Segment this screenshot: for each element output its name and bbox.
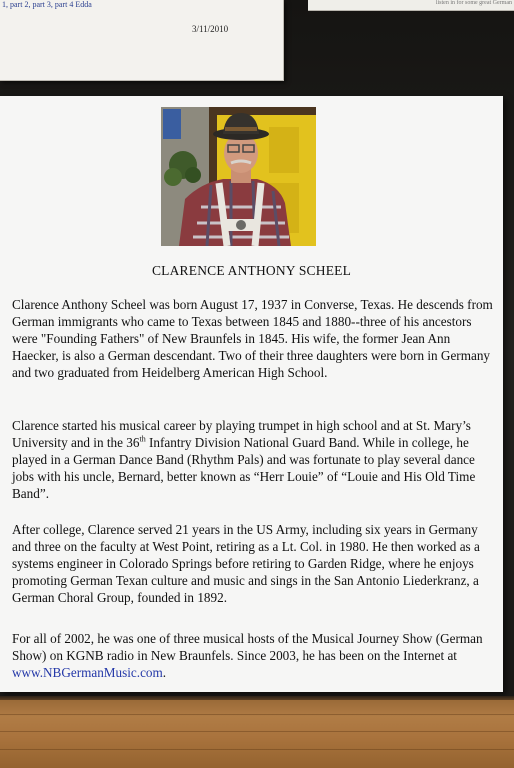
music-career-text-a: Clarence started his musical career by playing trumpet in high school and at St. Mary’s University and in the 36: [12, 418, 471, 450]
top-right-paper-clipping: [308, 0, 514, 11]
top-right-clipping-text: listen in for some great German: [435, 0, 512, 6]
wood-grain-line: [0, 731, 514, 732]
radio-text-b: .: [162, 665, 167, 680]
bio-paragraph-radio: [12, 630, 496, 681]
wood-grain-line: [0, 714, 514, 715]
wooden-ledge: [0, 700, 514, 768]
website-link[interactable]: www.NBGermanMusic.com: [12, 665, 163, 680]
bio-paragraph-music-career: [12, 417, 496, 502]
portrait-photo: [161, 107, 316, 246]
portrait-illustration: [161, 107, 316, 246]
sign-title: CLARENCE ANTHONY SCHEEL: [151, 263, 352, 278]
top-paper-clipping: [0, 0, 284, 81]
clipping-date: 3/11/2010: [192, 24, 229, 34]
music-career-text-b: Infantry Division National Guard Band. While in college, he played in a German Dance Band (Rhythm Pals) and was fortunate to play several dance jobs with his uncle, Bernard, better known as “Herr Louie” of “Louie and His Old Time Band”.: [12, 435, 476, 501]
ordinal-suffix: th: [139, 434, 146, 444]
bio-paragraph-birth: Clarence Anthony Scheel was born August 17, 1937 in Converse, Texas. He descends from German immigrants who came to Texas between 1845 and 1880--three of his ancestors were "Founding Fathers" of New Braunfels in 1845. His wife, the former Jean Ann Haecker, is also a German descendant. Two of their three daughters were born in Germany and two graduated from Heidelberg American High School.: [12, 297, 493, 380]
radio-text-a: For all of 2002, he was one of three musical hosts of the Musical Journey Show (German Show) on KGNB radio in New Braunfels. Since 2003, he has been on the Internet at: [12, 631, 483, 663]
clipping-links-text: 1, part 2, part 3, part 4 Edda: [2, 0, 92, 9]
wood-grain-line: [0, 749, 514, 750]
bio-paragraph-army: After college, Clarence served 21 years in the US Army, including six years in Germany and three on the faculty at West Point, retiring as a Lt. Col. in 1980. He then worked as a systems engineer in Colorado Springs before retiring to Garden Ridge, where he enjoys promoting German Texan culture and music and sings in the San Antonio Liederkranz, a German Choral Group, founded in 1892.: [12, 522, 480, 605]
biography-sign: [0, 96, 503, 692]
